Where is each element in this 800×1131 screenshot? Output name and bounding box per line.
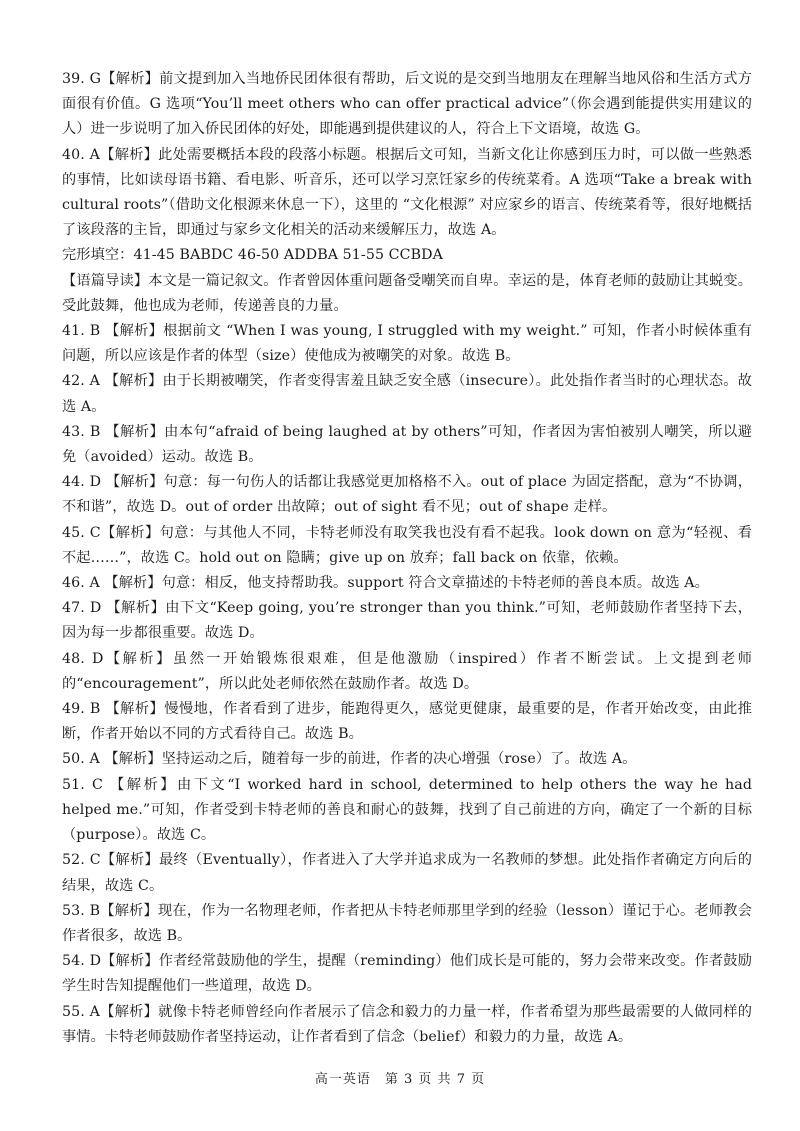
explanation-45: 45. C【解析】句意：与其他人不同，卡特老师没有取笑我也没有看不起我。look down on 意为“轻视、看不起……”，故选 C。hold out on 隐瞒；give up on 放弃；fall back on 依靠，依赖。 <box>62 524 752 566</box>
passage-guide: 【语篇导读】本文是一篇记叙文。作者曾因体重问题备受嘲笑而自卑。幸运的是，体育老师的鼓励让其蜕变。受此鼓舞，他也成为老师，传递善良的力量。 <box>62 272 752 314</box>
page-footer: 高一英语 第 3 页 共 7 页 <box>314 1072 486 1087</box>
explanation-40: 40. A【解析】此处需要概括本段的段落小标题。根据后文可知，当新文化让你感到压力时，可以做一些熟悉的事情，比如读母语书籍、看电影、听音乐，还可以学习烹饪家乡的传统菜肴。A 选项“Take a break with cultural roots”（借助文化根源来休息一下），这里的 “文化根源” 对应家乡的语言、传统菜肴等，很好地概括了该段落的主旨，即通过与家乡文化相关的活动来缓解压力，故选 A。 <box>62 146 752 239</box>
explanation-46: 46. A 【解析】句意：相反，他支持帮助我。support 符合文章描述的卡特老师的善良本质。故选 A。 <box>62 575 709 592</box>
explanation-43: 43. B 【解析】由本句“afraid of being laughed at by others”可知，作者因为害怕被别人嘲笑，所以避免（avoided）运动。故选 B。 <box>62 423 752 466</box>
explanation-42: 42. A 【解析】由于长期被嘲笑，作者变得害羞且缺乏安全感（insecure）。此处指作者当时的心理状态。故选 A。 <box>62 373 752 415</box>
explanation-53: 53. B【解析】现在，作为一名物理老师，作者把从卡特老师那里学到的经验（lesson）谨记于心。老师教会作者很多，故选 B。 <box>62 902 752 944</box>
explanation-39: 39. G【解析】前文提到加入当地侨民团体很有帮助，后文说的是交到当地朋友在理解当地风俗和生活方式方面很有价值。G 选项“You’ll meet others who can offer practical advice”（你会遇到能提供实用建议的人）进一步说明了加入侨民团体的好处，即能遇到提供建议的人，符合上下文语境，故选 G。 <box>62 71 752 138</box>
explanation-48: 48. D【解析】虽然一开始锻炼很艰难，但是他激励（inspired）作者不断尝试。上文提到老师的“encouragement”，所以此处老师依然在鼓励作者。故选 D。 <box>62 650 752 692</box>
explanation-51: 51. C 【解析】由下文“I worked hard in school, determined to help others the way he had helped me.”可知，作者受到卡特老师的善良和耐心的鼓舞，找到了自己前进的方向，确定了一个新的目标（purpose）。故选 C。 <box>62 776 752 844</box>
explanation-54: 54. D【解析】作者经常鼓励他的学生，提醒（reminding）他们成长是可能的，努力会带来改变。作者鼓励学生时告知提醒他们一些道理，故选 D。 <box>62 953 752 995</box>
explanation-50: 50. A 【解析】坚持运动之后，随着每一步的前进，作者的决心增强（rose）了。故选 A。 <box>62 751 637 768</box>
explanation-44: 44. D 【解析】句意：每一句伤人的话都让我感觉更加格格不入。out of place 为固定搭配，意为“不协调，不和谐”，故选 D。out of order 出故障；out of sight 看不见；out of shape 走样。 <box>62 474 752 516</box>
explanation-52: 52. C【解析】最终（Eventually），作者进入了大学并追求成为一名教师的梦想。此处指作者确定方向后的结果，故选 C。 <box>62 852 752 894</box>
explanation-55: 55. A【解析】就像卡特老师曾经向作者展示了信念和毅力的力量一样，作者希望为那些最需要的人做同样的事情。卡特老师鼓励作者坚持运动，让作者看到了信念（belief）和毅力的力量，故选 A。 <box>62 1003 752 1045</box>
explanation-49: 49. B 【解析】慢慢地，作者看到了进步，能跑得更久，感觉更健康，最重要的是，作者开始改变，由此推断，作者开始以不同的方式看待自己。故选 B。 <box>62 701 752 743</box>
answer-explanations <box>62 67 752 1050</box>
explanation-47: 47. D 【解析】由下文“Keep going, you’re stronger than you think.”可知，老师鼓励作者坚持下去，因为每一步都很重要。故选 D。 <box>62 600 752 642</box>
explanation-41: 41. B 【解析】根据前文 “When I was young, I struggled with my weight.” 可知，作者小时候体重有问题，所以应该是作者的体型（size）使他成为被嘲笑的对象。故选 B。 <box>62 323 752 365</box>
cloze-answer-summary: 完形填空：41-45 BABDC 46-50 ADDBA 51-55 CCBDA <box>62 247 443 264</box>
